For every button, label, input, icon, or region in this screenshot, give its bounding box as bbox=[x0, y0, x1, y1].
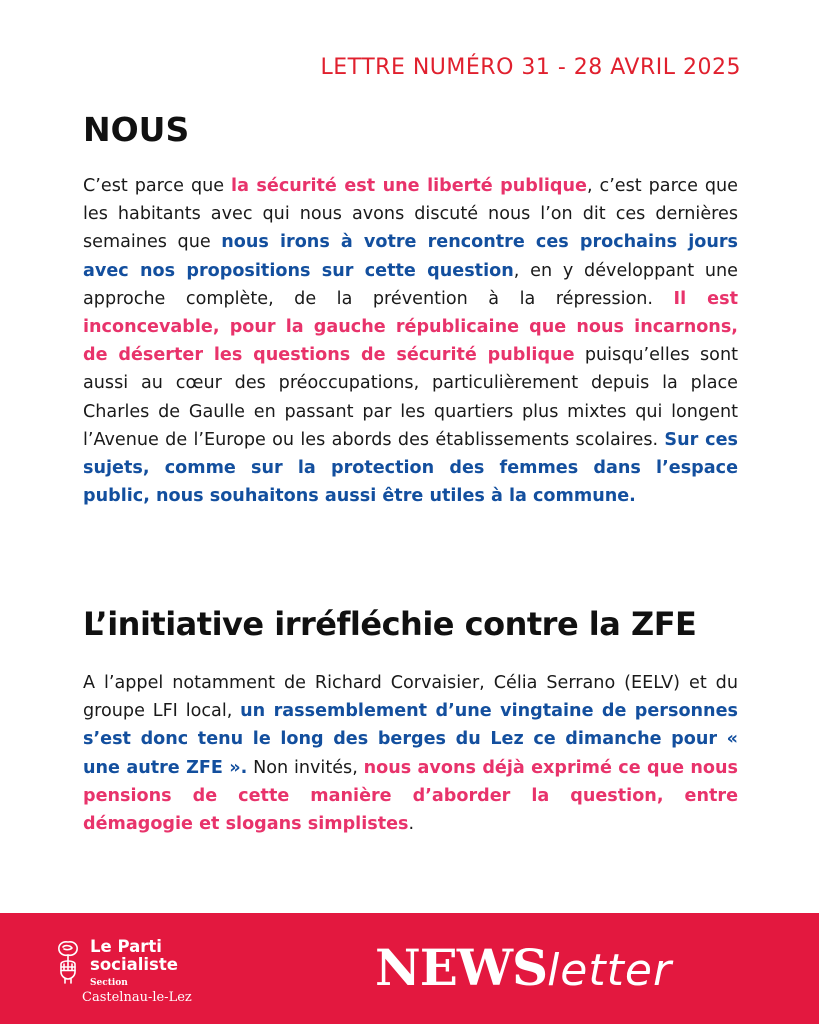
rose-fist-icon bbox=[52, 938, 84, 984]
logo-city-label: Castelnau-le-Lez bbox=[82, 990, 192, 1005]
newsletter-light: letter bbox=[547, 945, 673, 996]
newsletter-bold: NEWS bbox=[375, 938, 548, 997]
text-segment: puisqu’elles sont aussi au cœur des préoccupations, particulièrement depuis la place Charles de Gaulle en passant par les quartiers plus mixtes qui longent l’Avenue de l’Europe ou les abords des établissements scolaires. bbox=[83, 345, 738, 450]
paragraph-nous bbox=[83, 172, 738, 510]
logo-section-label: Section bbox=[90, 978, 128, 988]
text-segment-pink: la sécurité est une liberté publique bbox=[231, 176, 587, 196]
text-segment: C’est parce que bbox=[83, 176, 232, 196]
logo-line-2: socialiste bbox=[90, 955, 178, 974]
issue-header: LETTRE NUMÉRO 31 - 28 AVRIL 2025 bbox=[320, 55, 741, 80]
text-segment-blue: un rassemblement d’une vingtaine de personnes s’est donc tenu le long des berges du Lez ce dimanche pour « une autre ZFE ». bbox=[83, 701, 738, 778]
text-segment: A l’appel notamment de Richard Corvaisier, Célia Serrano (EELV) et du groupe LFI local, bbox=[83, 673, 738, 722]
text-segment-blue: Sur ces sujets, comme sur la protection des femmes dans l’espace public, nous souhaitons aussi être utiles à la commune. bbox=[83, 429, 738, 507]
logo-line-1: Le Parti bbox=[90, 937, 162, 956]
footer-banner bbox=[0, 913, 819, 1024]
text-segment: Non invités, bbox=[247, 757, 364, 778]
text-segment-pink: Il est inconcevable, pour la gauche républicaine que nous incarnons, de déserter les questions de sécurité publique bbox=[83, 288, 738, 366]
section-title-nous: NOUS bbox=[83, 110, 190, 149]
text-segment: , en y développant une approche complète, de la prévention à la répression. bbox=[83, 260, 738, 309]
party-logo bbox=[52, 935, 252, 1015]
text-segment: , c’est parce que les habitants avec qui nous avons discuté nous l’on dit ces dernières semaines que bbox=[83, 176, 739, 253]
section-title-zfe: L’initiative irréfléchie contre la ZFE bbox=[83, 605, 697, 643]
newsletter-wordmark bbox=[375, 931, 672, 1018]
text-segment-pink: nous avons déjà exprimé ce que nous pensions de cette manière d’aborder la question, entre démagogie et slogans simplistes bbox=[83, 757, 738, 835]
text-segment-blue: nous irons à votre rencontre ces prochains jours avec nos propositions sur cette question bbox=[83, 232, 738, 281]
paragraph-zfe bbox=[83, 669, 738, 838]
text-segment: . bbox=[408, 814, 415, 835]
